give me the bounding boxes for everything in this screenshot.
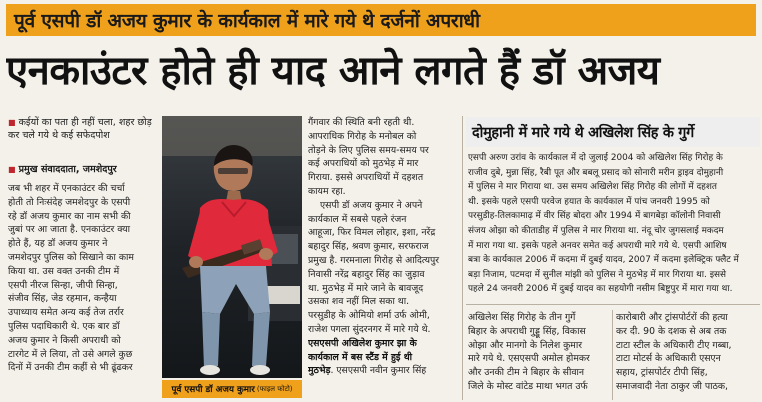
photo-caption xyxy=(162,380,302,398)
col2-line: राजेश पगला सुंदरनगर में मारे गये थे. xyxy=(308,323,431,335)
col4-line: और उनकी टीम ने बिहार के सीवान xyxy=(468,367,585,379)
col2-line: आहूजा, फिर विमल लोहार, इशा, नरेंद्र xyxy=(308,227,436,239)
col1-line: जुबां पर आ जाता है. एनकाउंटर क्या xyxy=(8,224,131,236)
col2-last-line xyxy=(308,364,458,378)
photo-ajay-kumar xyxy=(162,116,302,378)
caption-note: (फाइल फोटो) xyxy=(256,384,293,393)
col2-line: आपराधिक गिरोह के मनोबल को xyxy=(308,130,417,142)
column-4 xyxy=(468,311,608,400)
story2-line: संजय ओझा को कीताडीह में पुलिस ने मार गिराया था. नंदू चोर जुगसलाई मकदम xyxy=(468,225,724,236)
story2-line: थी. इसके पहले एसपी परवेज हयात के कार्यकाल में पांच जनवरी 1995 को xyxy=(468,196,710,207)
col1-line: पुलिस पदाधिकारी थे. एक बार डॉ xyxy=(8,320,120,332)
lead-text: कईयों का पता ही नहीं चला, शहर छोड़ कर चले गये थे कई सफेदपोश xyxy=(8,117,152,141)
story2-body xyxy=(468,151,758,301)
col1-line: एसपी नीरज सिन्हा, जीपी सिन्हा, xyxy=(8,279,118,291)
byline-text: प्रमुख संवाददाता, जमशेदपुर xyxy=(18,164,117,175)
col2-line: बहादुर सिंह, श्रवण कुमार, सरफराज xyxy=(308,241,429,253)
col1-line: जब भी शहर में एनकाउंटर की चर्चा xyxy=(8,183,125,194)
col5-line: कर दी. 90 के दशक से अब तक xyxy=(616,325,727,337)
col5-line: समाजवादी नेता ठाकुर जी पाठक, xyxy=(616,380,729,392)
col2-bold-word: मुठभेड़ xyxy=(308,365,331,377)
col2-line: था. मुठभेड़ में मारे जाने के बावजूद xyxy=(308,282,424,294)
col2-line: कई अपराधियों को मुठभेड़ में मार xyxy=(308,158,419,170)
col4-line: बिहार के अपराधी गुड्डू सिंह, विकास xyxy=(468,325,586,337)
col4-line: जिले के मोस्ट वांटेड माथा भगत उर्फ xyxy=(468,380,588,392)
col5-line: सहाय, ट्रांसपोर्टर टीपी सिंह, xyxy=(616,367,708,379)
kicker-text: पूर्व एसपी डॉ अजय कुमार के कार्यकाल में मारे गये थे दर्जनों अपराधी xyxy=(14,10,480,32)
col1-line: किया था. उस वक्त उनकी टीम में xyxy=(8,265,120,277)
bullet-icon: ■ xyxy=(8,165,16,174)
story2-line: पहले 24 जनवरी 2006 में दुबई यादव का सहयोगी नसीम बिष्टुपुर में मारा गया था. xyxy=(468,284,733,295)
story2-line: बत्रा के कार्यकाल 2006 में कदमा में दुबई यादव, 2007 में कदमा इलेक्ट्रिक फ्लैट में xyxy=(468,255,739,266)
story2-line: राजीव दुबे, मुन्ना सिंह, रैबी पूत और बबलू प्रसाद को सोनारी मरीन ड्राइव दोमुहानी xyxy=(468,167,724,178)
col4-line: अखिलेश सिंह गिरोह के तीन गुर्गे xyxy=(468,312,576,323)
col2-line: एसपी डॉ अजय कुमार ने अपने xyxy=(320,199,423,211)
column-5 xyxy=(616,311,760,400)
portrait-illustration xyxy=(162,116,302,378)
col1-line: जमशेदपुर पुलिस को सिखाने का काम xyxy=(8,251,134,263)
byline xyxy=(8,162,158,175)
col4-line: मारे गये थे. एसएसपी अमोल होमकर xyxy=(468,353,590,365)
col1-line: रहे डॉ अजय कुमार का नाम सभी की xyxy=(8,210,131,222)
col1-line: होते हैं, यह डॉ अजय कुमार ने xyxy=(8,238,108,250)
column-divider xyxy=(462,116,463,400)
caption-text: पूर्व एसपी डॉ अजय कुमार xyxy=(171,385,255,395)
section-divider xyxy=(466,304,760,305)
col2-bold-line: एसएसपी अखिलेश कुमार झा के xyxy=(308,337,417,349)
col2-line: गिराया. इससे अपराधियों में दहशत xyxy=(308,172,424,184)
column-2 xyxy=(308,116,458,400)
col2-line: गैंगवार की स्थिति बनी रहती थी. xyxy=(308,117,415,128)
bullet-icon: ■ xyxy=(8,118,16,127)
kicker-bar xyxy=(6,4,756,36)
col2-bold-line: कार्यकाल में बस स्टैंड में हुई थी xyxy=(308,351,413,363)
col2-line: कायम रहा. xyxy=(308,185,346,197)
subheading-text: दोमुहानी में मारे गये थे अखिलेश सिंह के गुर्गे xyxy=(472,124,694,141)
col5-line: टाटा स्टील के अधिकारी टीए गब्बा, xyxy=(616,339,732,351)
col1-line: होती तो निःसंदेह जमशेदपुर के एसपी xyxy=(8,196,131,208)
col1-line: अजय कुमार ने किसी अपराधी को xyxy=(8,334,121,346)
subheading-domuhani xyxy=(466,117,760,147)
col2-line: निवासी नरेंद्र बहादुर सिंह का जुड़ाव xyxy=(308,268,425,280)
col2-tail: . एसएसपी नवीन कुमार सिंह xyxy=(330,365,427,377)
col2-line: तोड़ने के लिए पुलिस समय-समय पर xyxy=(308,144,429,156)
column-1 xyxy=(8,182,158,400)
col2-line: प्रमुख है. गरमनाला गिरोह से आदित्यपुर xyxy=(308,254,440,266)
col1-line: संजीव सिंह, जेड रहमान, कन्हैया xyxy=(8,293,117,305)
col2-line: उसका शव नहीं मिल सका था. xyxy=(308,296,410,308)
col2-line: कार्यकाल में सबसे पहले रंजन xyxy=(308,213,407,225)
column-divider xyxy=(612,310,613,400)
story2-line: एसपी अरुण उरांव के कार्यकाल में दो जुलाई 2004 को अखिलेश सिंह गिरोह के xyxy=(468,153,723,163)
col1-line: उपाध्याय समेत अन्य कई तेज तर्रार xyxy=(8,307,124,319)
col2-line: परसुडीह के ओमियो शर्मा उर्फ ओमी, xyxy=(308,310,430,322)
main-headline xyxy=(6,44,756,98)
col5-line: कारोबारी और ट्रांसपोर्टरों की हत्या xyxy=(616,312,728,323)
story2-line: परसुडीह-तिलकामाढ़ में वीर सिंह बोदरा और 1994 में बागबेड़ा कॉलोनी निवासी xyxy=(468,211,721,222)
story2-line: में मारा गया था. इसके पहले अनवर समेत कई अपराधी मारे गये थे. एसपी आशिष xyxy=(468,240,727,251)
col1-line: दिनों में उनकी टीम कहीं से भी ढूंढकर xyxy=(8,362,133,374)
col4-line: ओझा और मानगो के निलेश कुमार xyxy=(468,339,583,351)
lead-deck xyxy=(8,116,158,142)
col1-line: टारगेट में ले लिया, तो उसे अगले कुछ xyxy=(8,348,133,360)
headline-text: एनकाउंटर होते ही याद आने लगते हैं डॉ अजय xyxy=(6,48,660,94)
story2-line: में पुलिस ने मार गिराया था. उस समय अखिलेश सिंह गिरोह की लोगों में दहशत xyxy=(468,182,717,193)
story2-line: बड़ा निजाम, पटमदा में सुनील मांझी को पुलिस ने मुठभेड़ में मार गिराया था. इससे xyxy=(468,269,727,280)
col5-line: टाटा मोटर्स के अधिकारी एसएन xyxy=(616,353,721,365)
